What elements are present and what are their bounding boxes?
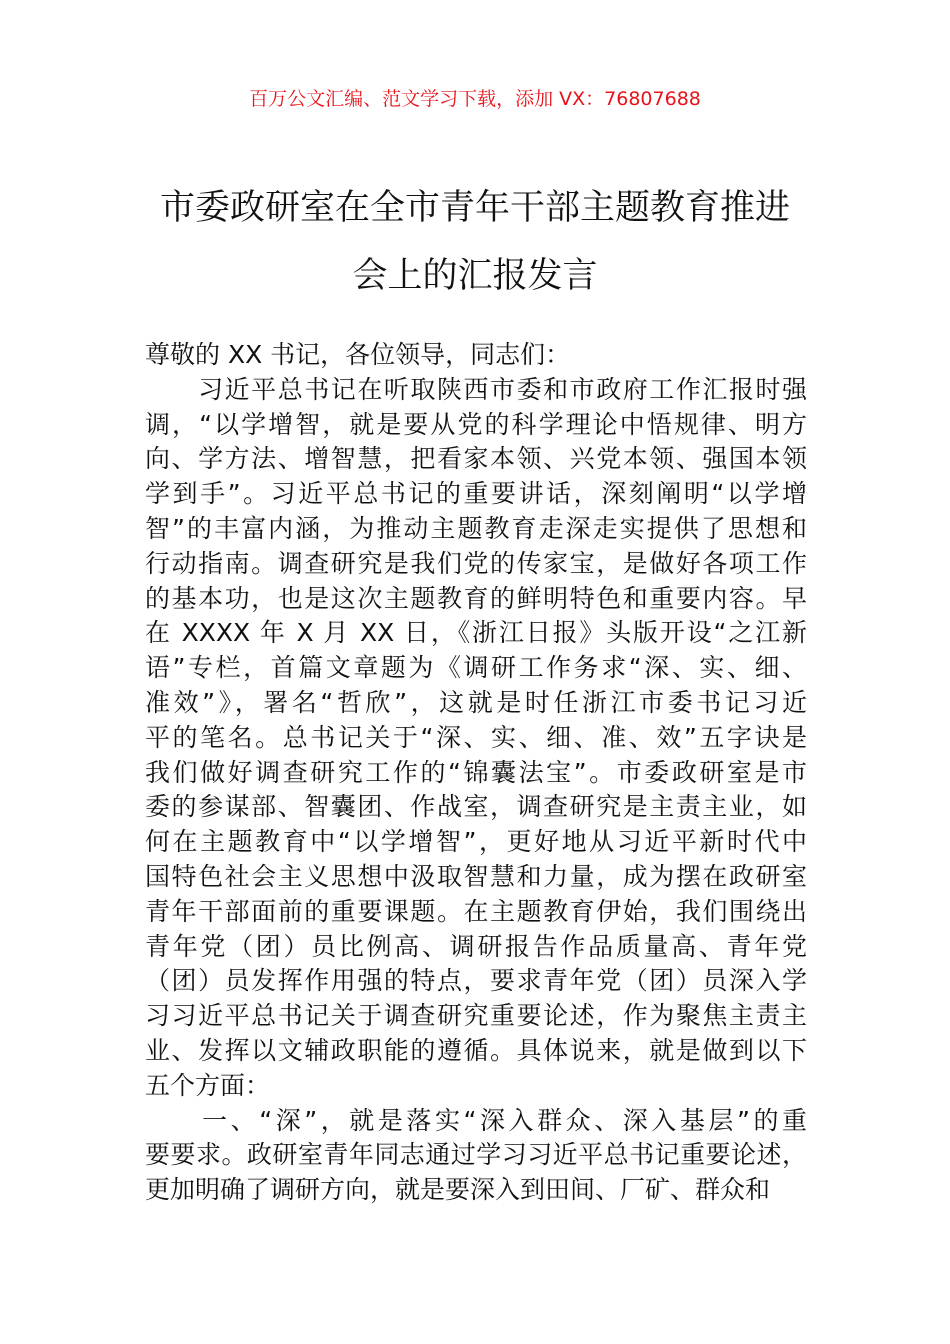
body-text-line: 一、“深”，就是落实“深入群众、深入基层”的重 <box>145 1105 807 1135</box>
body-text-line: 语”专栏，首篇文章题为《调研工作务求“深、实、细、 <box>145 653 807 683</box>
body-text-line: （团）员发挥作用强的特点，要求青年党（团）员深入学 <box>145 966 807 996</box>
body-text-line: 在 XXXX 年 X 月 XX 日，《浙江日报》头版开设“之江新 <box>145 618 807 648</box>
body-text-line: 青年党（团）员比例高、调研报告作品质量高、青年党 <box>145 931 807 961</box>
body-text-line: 我们做好调查研究工作的“锦囊法宝”。市委政研室是市 <box>145 757 807 787</box>
body-text-line: 五个方面： <box>145 1070 271 1100</box>
body-text-line: 的基本功，也是这次主题教育的鲜明特色和重要内容。早 <box>145 583 807 613</box>
body-text-line: 业、发挥以文辅政职能的遵循。具体说来，就是做到以下 <box>145 1035 807 1065</box>
body-text-line: 尊敬的 XX 书记，各位领导，同志们： <box>145 340 571 369</box>
body-text-line: 要要求。政研室青年同志通过学习习近平总书记重要论述， <box>145 1140 807 1170</box>
body-text-line: 调，“以学增智，就是要从党的科学理论中悟规律、明方 <box>145 409 807 439</box>
body-text-line: 学到手”。习近平总书记的重要讲话，深刻阐明“以学增 <box>145 479 807 509</box>
document-title-line-1: 市委政研室在全市青年干部主题教育推进 <box>159 188 790 228</box>
document-title-line-2: 会上的汇报发言 <box>352 256 598 296</box>
watermark-header: 百万公文汇编、范文学习下载，添加 VX：76807688 <box>249 88 701 110</box>
document-body <box>145 338 807 1208</box>
body-text-line: 智”的丰富内涵，为推动主题教育走深走实提供了思想和 <box>145 513 807 543</box>
body-text-line: 青年干部面前的重要课题。在主题教育伊始，我们围绕出 <box>145 896 807 926</box>
body-text-line: 准效”》，署名“哲欣”，这就是时任浙江市委书记习近 <box>145 687 807 717</box>
body-text-line: 向、学方法、增智慧，把看家本领、兴党本领、强国本领 <box>145 444 807 474</box>
body-text-line: 行动指南。调查研究是我们党的传家宝，是做好各项工作 <box>145 548 807 578</box>
body-text-line: 委的参谋部、智囊团、作战室，调查研究是主责主业，如 <box>145 792 807 822</box>
body-text-line: 习习近平总书记关于调查研究重要论述，作为聚焦主责主 <box>145 1001 807 1031</box>
body-text-line: 平的笔名。总书记关于“深、实、细、准、效”五字诀是 <box>145 722 807 752</box>
body-text-line: 何在主题教育中“以学增智”，更好地从习近平新时代中 <box>145 827 807 857</box>
body-text-line: 习近平总书记在听取陕西市委和市政府工作汇报时强 <box>145 374 807 404</box>
body-text-line: 更加明确了调研方向，就是要深入到田间、厂矿、群众和 <box>145 1175 771 1205</box>
body-text-line: 国特色社会主义思想中汲取智慧和力量，成为摆在政研室 <box>145 861 807 891</box>
